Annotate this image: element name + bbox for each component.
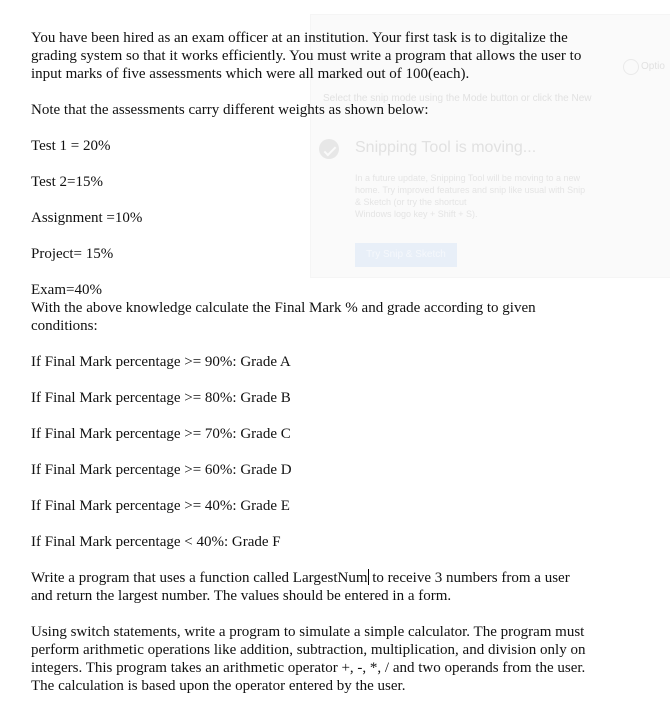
weight-item: Test 2=15% — [31, 174, 103, 190]
intro-line: You have been hired as an exam officer at an institution. Your first task is to digitalize the — [31, 30, 568, 46]
grade-condition: If Final Mark percentage >= 80%: Grade B — [31, 390, 291, 406]
overlay-body-line: In a future update, Snipping Tool will be moving to a new — [355, 173, 580, 183]
calculator-line: The calculation is based upon the operator entered by the user. — [31, 678, 406, 694]
weights-note: Note that the assessments carry different weights as shown below: — [31, 102, 429, 118]
intro-line: input marks of five assessments which were all marked out of 100(each). — [31, 66, 470, 82]
options-label: Optio — [641, 61, 665, 72]
largest-num-text: to receive 3 numbers from a user — [368, 570, 570, 586]
calculator-line: perform arithmetic operations like addition, subtraction, multiplication, and division only on — [31, 642, 586, 658]
calc-instruction: With the above knowledge calculate the Final Mark % and grade according to given — [31, 300, 536, 316]
weight-item: Exam=40% — [31, 282, 102, 298]
weight-item: Project= 15% — [31, 246, 114, 262]
try-snip-sketch-button[interactable]: Try Snip & Sketch — [355, 243, 457, 267]
weight-item: Test 1 = 20% — [31, 138, 111, 154]
check-icon — [319, 139, 339, 159]
snip-mode-hint: Select the snip mode using the Mode button or click the New — [323, 93, 592, 104]
weight-item: Assignment =10% — [31, 210, 143, 226]
calculator-line: integers. This program takes an arithmetic operator +, -, *, / and two operands from the user. — [31, 660, 586, 676]
overlay-body-line: home. Try improved features and snip like usual with Snip — [355, 185, 586, 195]
options-icon — [623, 59, 639, 75]
grade-condition: If Final Mark percentage >= 40%: Grade E — [31, 498, 290, 514]
largest-num-text: Write a program that uses a function called LargestNum — [31, 570, 368, 586]
overlay-body-line: & Sketch (or try the shortcut — [355, 197, 467, 207]
calculator-line: Using switch statements, write a program to simulate a simple calculator. The program must — [31, 624, 585, 640]
grade-condition: If Final Mark percentage < 40%: Grade F — [31, 534, 281, 550]
grade-condition: If Final Mark percentage >= 70%: Grade C — [31, 426, 291, 442]
snipping-tool-title: Snipping Tool is moving... — [355, 139, 537, 156]
largest-num-line: and return the largest number. The values should be entered in a form. — [31, 588, 452, 604]
intro-line: grading system so that it works efficiently. You must write a program that allows the user to — [31, 48, 582, 64]
largest-num-line — [31, 569, 570, 587]
overlay-body-line: Windows logo key + Shift + S). — [355, 209, 478, 219]
grade-condition: If Final Mark percentage >= 90%: Grade A — [31, 354, 291, 370]
calc-instruction: conditions: — [31, 318, 98, 334]
grade-condition: If Final Mark percentage >= 60%: Grade D — [31, 462, 292, 478]
